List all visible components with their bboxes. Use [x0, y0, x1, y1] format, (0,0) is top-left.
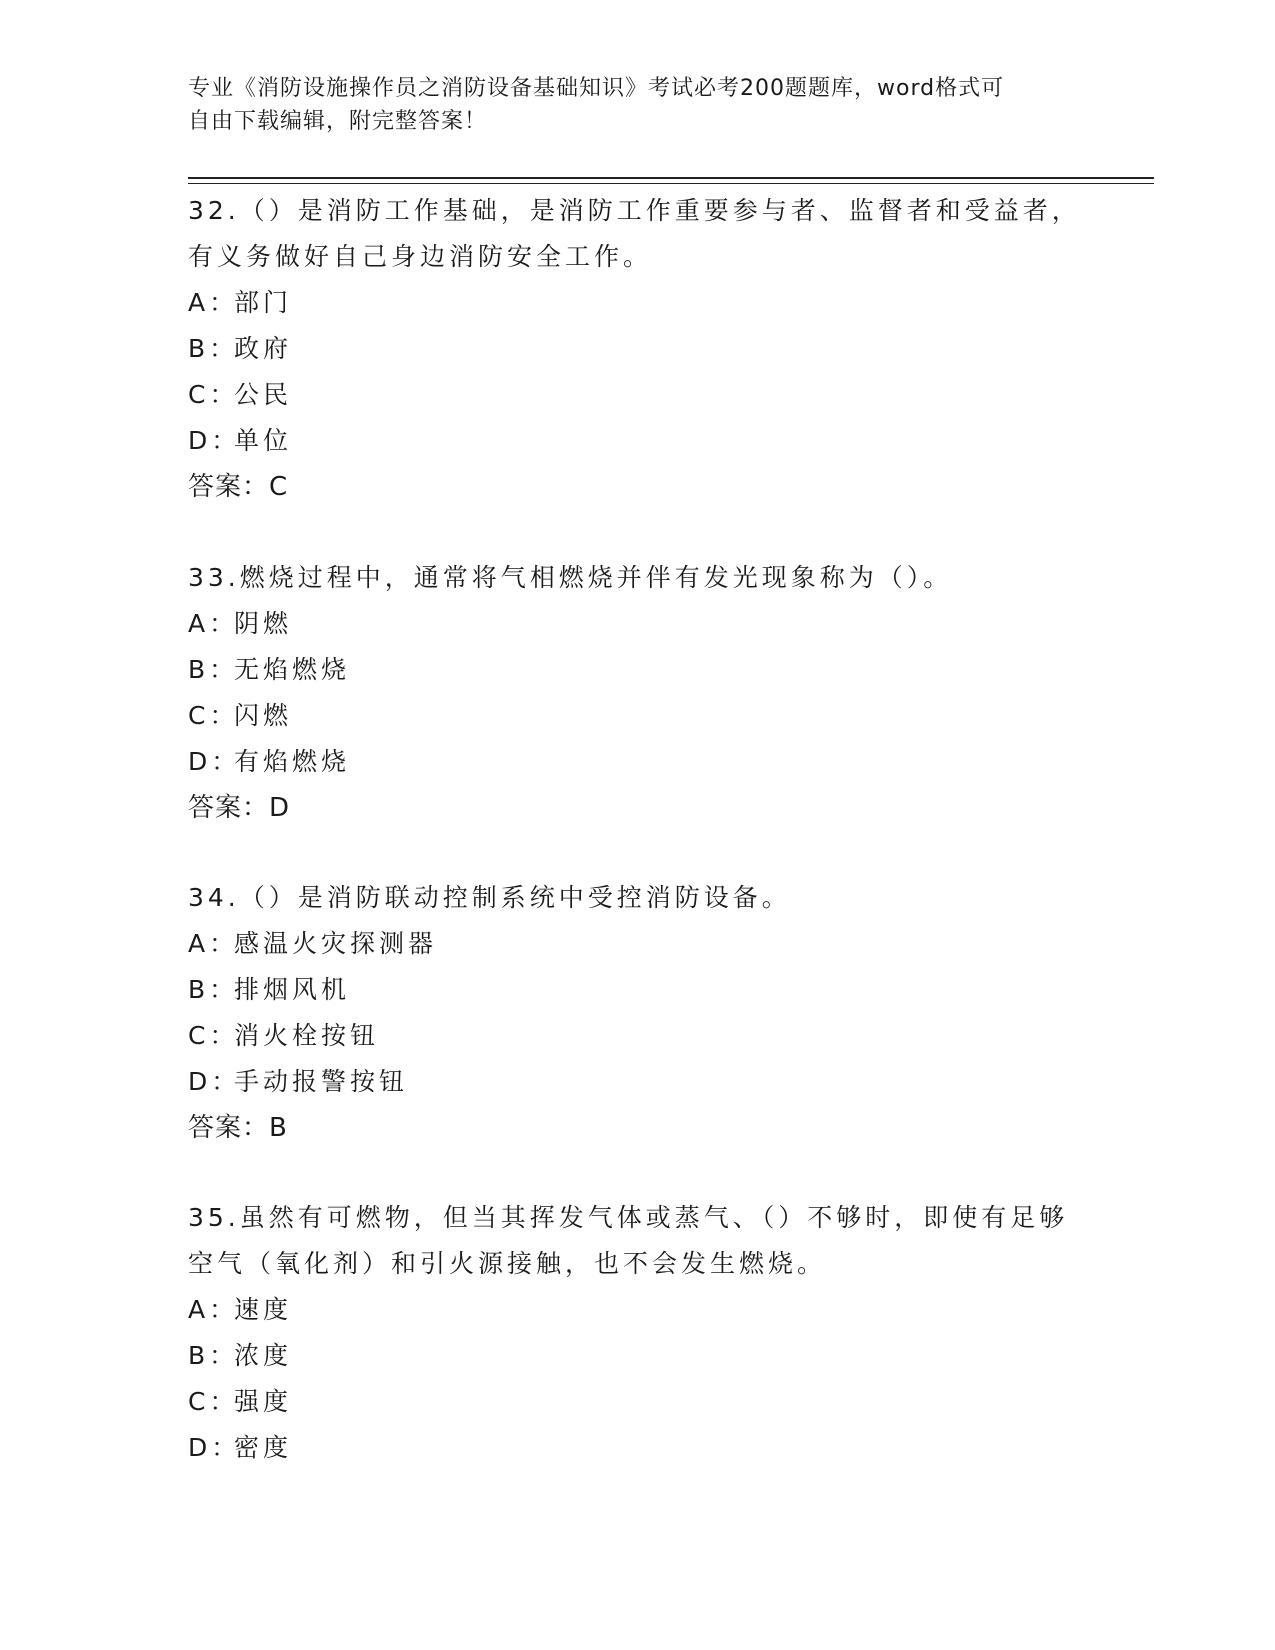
- answer-line: 答案：B: [188, 1113, 288, 1143]
- option-a: [188, 1287, 1088, 1333]
- option-key: B：: [188, 975, 239, 1004]
- option-text: 部门: [234, 288, 293, 317]
- option-c: [188, 693, 1088, 739]
- option-d: [188, 739, 1088, 785]
- header-line-1: 专业《消防设施操作员之消防设备基础知识》考试必考200题题库，word格式可: [188, 76, 1005, 101]
- question-34: [188, 875, 1088, 1151]
- option-key: D：: [188, 1067, 241, 1096]
- option-a: [188, 921, 1088, 967]
- option-key: A：: [188, 929, 239, 958]
- option-text: 密度: [234, 1433, 293, 1462]
- option-key: B：: [188, 1341, 239, 1370]
- option-key: C：: [188, 1021, 239, 1050]
- question-33: [188, 555, 1088, 831]
- option-key: D：: [188, 426, 241, 455]
- question-stem-line-1: 34.（）是消防联动控制系统中受控消防设备。: [188, 883, 791, 912]
- option-b: [188, 326, 1088, 372]
- option-d: [188, 1425, 1088, 1471]
- question-stem-line-2: 有义务做好自己身边消防安全工作。: [188, 242, 653, 271]
- option-text: 政府: [234, 334, 293, 363]
- header-divider-thin: [188, 183, 1154, 184]
- option-text: 无焰燃烧: [234, 655, 351, 684]
- option-key: C：: [188, 701, 239, 730]
- option-key: B：: [188, 334, 239, 363]
- option-a: [188, 280, 1088, 326]
- document-header: [188, 72, 1088, 138]
- option-text: 有焰燃烧: [234, 747, 351, 776]
- question-stem-line-1: 33.燃烧过程中，通常将气相燃烧并伴有发光现象称为（）。: [188, 563, 953, 592]
- option-text: 浓度: [234, 1341, 293, 1370]
- option-key: C：: [188, 380, 239, 409]
- option-key: D：: [188, 747, 241, 776]
- option-text: 强度: [234, 1387, 293, 1416]
- option-text: 消火栓按钮: [234, 1021, 380, 1050]
- option-key: C：: [188, 1387, 239, 1416]
- option-b: [188, 647, 1088, 693]
- option-c: [188, 1013, 1088, 1059]
- option-key: A：: [188, 288, 239, 317]
- question-stem-line-1: 32.（）是消防工作基础，是消防工作重要参与者、监督者和受益者，: [188, 196, 1081, 225]
- option-text: 单位: [234, 426, 293, 455]
- question-stem-line-2: 空气（氧化剂）和引火源接触，也不会发生燃烧。: [188, 1249, 827, 1278]
- option-key: B：: [188, 655, 239, 684]
- question-35: [188, 1195, 1088, 1471]
- option-text: 闪燃: [234, 701, 293, 730]
- option-key: D：: [188, 1433, 241, 1462]
- option-c: [188, 372, 1088, 418]
- option-c: [188, 1379, 1088, 1425]
- option-key: A：: [188, 1295, 239, 1324]
- option-text: 公民: [234, 380, 293, 409]
- answer-line: 答案：C: [188, 472, 289, 502]
- option-text: 排烟风机: [234, 975, 351, 1004]
- answer-line: 答案：D: [188, 793, 291, 823]
- header-line-2: 自由下载编辑，附完整答案！: [188, 109, 488, 134]
- option-d: [188, 1059, 1088, 1105]
- option-text: 阴燃: [234, 609, 293, 638]
- question-stem-line-1: 35.虽然有可燃物，但当其挥发气体或蒸气、（）不够时，即使有足够: [188, 1203, 1069, 1232]
- question-32: [188, 188, 1088, 510]
- option-b: [188, 1333, 1088, 1379]
- option-text: 手动报警按钮: [234, 1067, 409, 1096]
- option-text: 感温火灾探测器: [234, 929, 438, 958]
- option-d: [188, 418, 1088, 464]
- option-key: A：: [188, 609, 239, 638]
- option-b: [188, 967, 1088, 1013]
- option-text: 速度: [234, 1295, 293, 1324]
- option-a: [188, 601, 1088, 647]
- header-divider-thick: [188, 177, 1154, 179]
